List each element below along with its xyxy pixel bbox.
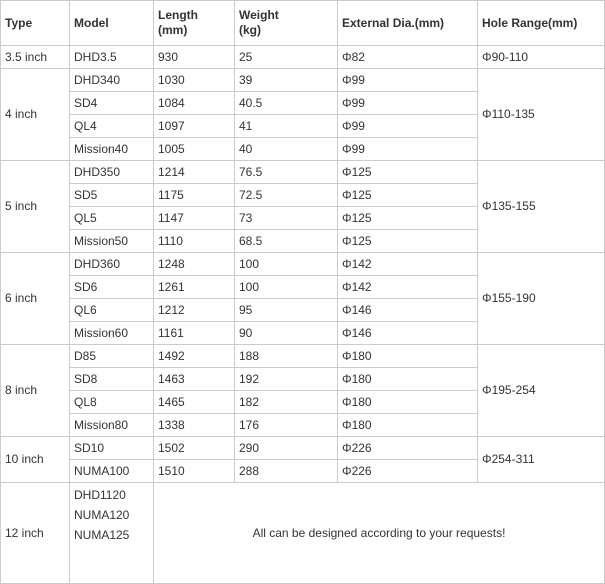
model-cell: QL4 xyxy=(70,115,154,138)
external-dia-cell: Φ180 xyxy=(338,414,478,437)
model-cell: DHD360 xyxy=(70,253,154,276)
weight-cell: 90 xyxy=(235,322,338,345)
length-cell: 1175 xyxy=(154,184,235,207)
length-cell: 1005 xyxy=(154,138,235,161)
header-type: Type xyxy=(1,1,70,46)
weight-cell: 288 xyxy=(235,460,338,483)
model-cell: DHD340 xyxy=(70,69,154,92)
external-dia-cell: Φ180 xyxy=(338,368,478,391)
weight-cell: 176 xyxy=(235,414,338,437)
length-cell: 1338 xyxy=(154,414,235,437)
model-cell: DHD350 xyxy=(70,161,154,184)
model-cell: DHD3.5 xyxy=(70,46,154,69)
weight-cell: 95 xyxy=(235,299,338,322)
external-dia-cell: Φ226 xyxy=(338,437,478,460)
external-dia-cell: Φ180 xyxy=(338,391,478,414)
external-dia-cell: Φ99 xyxy=(338,138,478,161)
external-dia-cell: Φ99 xyxy=(338,69,478,92)
type-cell: 5 inch xyxy=(1,161,70,253)
model-cell: SD10 xyxy=(70,437,154,460)
length-cell: 1510 xyxy=(154,460,235,483)
external-dia-cell: Φ226 xyxy=(338,460,478,483)
hole-range-cell: Φ155-190 xyxy=(478,253,605,345)
length-cell: 1097 xyxy=(154,115,235,138)
table-row xyxy=(1,161,605,184)
model-line: DHD1120 xyxy=(74,488,126,502)
length-cell: 1261 xyxy=(154,276,235,299)
header-external-dia: External Dia.(mm) xyxy=(338,1,478,46)
table-row xyxy=(1,437,605,460)
length-cell: 1110 xyxy=(154,230,235,253)
weight-cell: 290 xyxy=(235,437,338,460)
weight-cell: 72.5 xyxy=(235,184,338,207)
custom-design-message: All can be designed according to your requests! xyxy=(154,483,605,584)
table-row xyxy=(1,345,605,368)
external-dia-cell: Φ82 xyxy=(338,46,478,69)
length-cell: 1463 xyxy=(154,368,235,391)
length-cell: 1084 xyxy=(154,92,235,115)
length-cell: 1465 xyxy=(154,391,235,414)
model-cell: D85 xyxy=(70,345,154,368)
model-cell: Mission50 xyxy=(70,230,154,253)
weight-cell: 192 xyxy=(235,368,338,391)
model-cell: Mission60 xyxy=(70,322,154,345)
weight-cell: 76.5 xyxy=(235,161,338,184)
weight-cell: 100 xyxy=(235,276,338,299)
weight-cell: 39 xyxy=(235,69,338,92)
model-cell: QL8 xyxy=(70,391,154,414)
weight-cell: 40.5 xyxy=(235,92,338,115)
hole-range-cell: Φ90-110 xyxy=(478,46,605,69)
type-cell: 12 inch xyxy=(1,483,70,584)
length-cell: 1030 xyxy=(154,69,235,92)
header-model: Model xyxy=(70,1,154,46)
weight-cell: 68.5 xyxy=(235,230,338,253)
header-weight: Weight (kg) xyxy=(235,1,338,46)
table-body xyxy=(1,46,605,584)
external-dia-cell: Φ142 xyxy=(338,276,478,299)
model-cell: SD8 xyxy=(70,368,154,391)
model-cell xyxy=(70,483,154,584)
type-cell: 4 inch xyxy=(1,69,70,161)
table-row xyxy=(1,46,605,69)
external-dia-cell: Φ125 xyxy=(338,230,478,253)
weight-cell: 40 xyxy=(235,138,338,161)
header-length: Length (mm) xyxy=(154,1,235,46)
weight-cell: 25 xyxy=(235,46,338,69)
weight-cell: 100 xyxy=(235,253,338,276)
external-dia-cell: Φ125 xyxy=(338,207,478,230)
external-dia-cell: Φ142 xyxy=(338,253,478,276)
type-cell: 8 inch xyxy=(1,345,70,437)
length-cell: 930 xyxy=(154,46,235,69)
length-cell: 1502 xyxy=(154,437,235,460)
type-cell: 6 inch xyxy=(1,253,70,345)
length-cell: 1147 xyxy=(154,207,235,230)
external-dia-cell: Φ125 xyxy=(338,184,478,207)
model-line: NUMA125 xyxy=(74,528,130,542)
external-dia-cell: Φ125 xyxy=(338,161,478,184)
hole-range-cell: Φ254-311 xyxy=(478,437,605,483)
external-dia-cell: Φ99 xyxy=(338,115,478,138)
table-row xyxy=(1,253,605,276)
hole-range-cell: Φ110-135 xyxy=(478,69,605,161)
model-cell: SD4 xyxy=(70,92,154,115)
header-row xyxy=(1,1,605,46)
type-cell: 10 inch xyxy=(1,437,70,483)
external-dia-cell: Φ180 xyxy=(338,345,478,368)
external-dia-cell: Φ146 xyxy=(338,322,478,345)
weight-cell: 73 xyxy=(235,207,338,230)
weight-cell: 188 xyxy=(235,345,338,368)
type-cell: 3.5 inch xyxy=(1,46,70,69)
length-cell: 1161 xyxy=(154,322,235,345)
external-dia-cell: Φ99 xyxy=(338,92,478,115)
table-row xyxy=(1,69,605,92)
header-hole-range: Hole Range(mm) xyxy=(478,1,605,46)
weight-cell: 41 xyxy=(235,115,338,138)
hole-range-cell: Φ135-155 xyxy=(478,161,605,253)
model-cell: QL6 xyxy=(70,299,154,322)
length-cell: 1492 xyxy=(154,345,235,368)
weight-cell: 182 xyxy=(235,391,338,414)
length-cell: 1214 xyxy=(154,161,235,184)
model-cell: SD5 xyxy=(70,184,154,207)
model-cell: QL5 xyxy=(70,207,154,230)
length-cell: 1248 xyxy=(154,253,235,276)
model-cell: NUMA100 xyxy=(70,460,154,483)
hole-range-cell: Φ195-254 xyxy=(478,345,605,437)
table-row xyxy=(1,483,605,584)
model-line: NUMA120 xyxy=(74,508,130,522)
external-dia-cell: Φ146 xyxy=(338,299,478,322)
model-cell: SD6 xyxy=(70,276,154,299)
model-cell: Mission80 xyxy=(70,414,154,437)
model-cell: Mission40 xyxy=(70,138,154,161)
length-cell: 1212 xyxy=(154,299,235,322)
